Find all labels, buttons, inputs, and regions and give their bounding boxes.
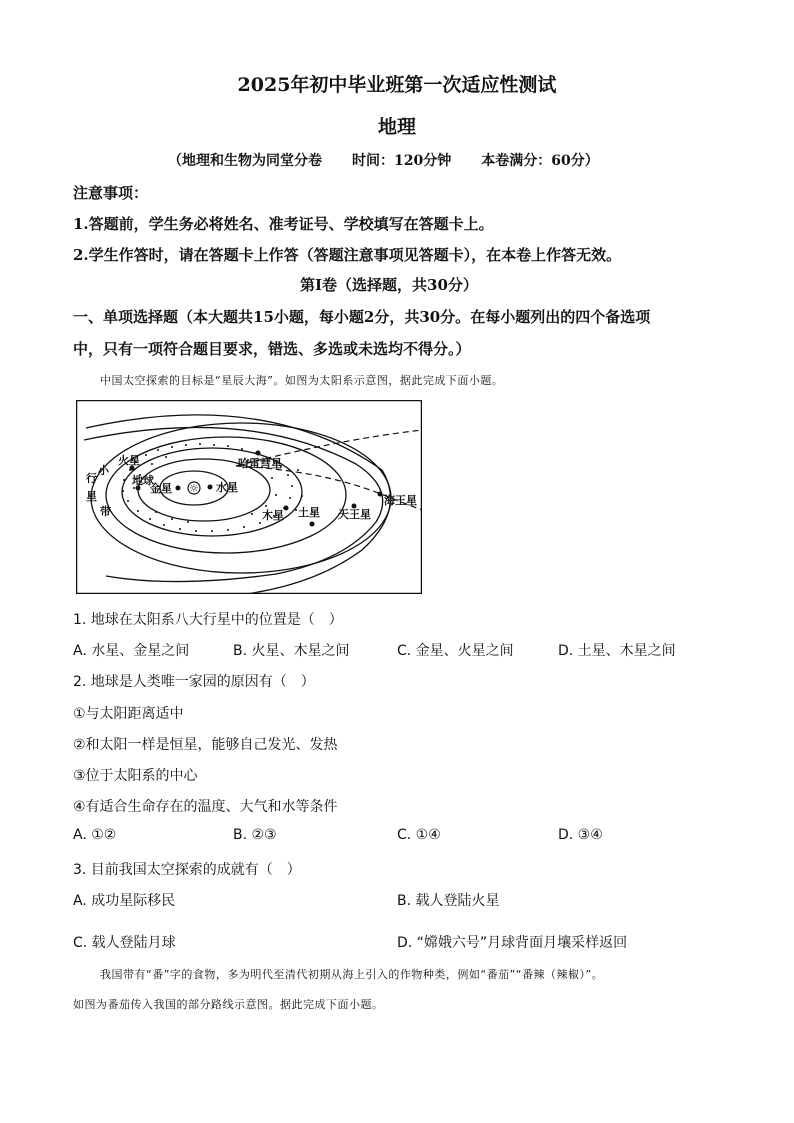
notice-item-1: 1.答题前，学生务必将姓名、准考证号、学校填写在答题卡上。: [73, 215, 494, 233]
exam-title: 2025年初中毕业班第一次适应性测试: [237, 74, 557, 96]
question-2-option-c: C. ①④: [397, 827, 441, 843]
question-1-option-b: B. 火星、木星之间: [233, 643, 350, 659]
section-heading: 第Ⅰ卷（选择题，共30分）: [300, 276, 478, 294]
label-venus: 金星: [150, 482, 172, 495]
label-asteroid-4: 带: [100, 505, 111, 518]
question-1-option-c: C. 金星、火星之间: [397, 643, 514, 659]
solar-system-diagram: [76, 400, 422, 594]
exam-score: 本卷满分：60分）: [481, 153, 599, 169]
notice-heading: 注意事项：: [73, 184, 149, 202]
label-asteroid-2: 行: [86, 472, 97, 485]
notice-item-2: 2.学生作答时，请在答题卡上作答（答题注意事项见答题卡），在本卷上作答无效。: [73, 246, 622, 264]
label-comet: 哈雷彗星: [238, 457, 282, 470]
section-instruction-line1: 一、单项选择题（本大题共15小题，每小题2分，共30分。在每小题列出的四个备选项: [73, 308, 651, 326]
label-mercury: 水星: [216, 481, 238, 494]
question-3-option-a: A. 成功星际移民: [73, 893, 176, 909]
question-2-stem: 2. 地球是人类唯一家园的原因有（ ）: [73, 674, 315, 690]
label-earth: 地球: [132, 474, 154, 487]
question-1-option-a: A. 水星、金星之间: [73, 643, 190, 659]
sun-symbol: ☼: [189, 482, 199, 495]
question-2-statement-3: ③位于太阳系的中心: [73, 768, 198, 784]
label-asteroid-1: 小: [98, 464, 109, 477]
label-jupiter: 木星: [262, 509, 284, 522]
label-mars: 火星: [118, 454, 140, 467]
label-uranus: 天王星: [338, 508, 371, 521]
question-2-statement-4: ④有适合生命存在的温度、大气和水等条件: [73, 799, 338, 815]
passage-1: 中国太空探索的目标是“星辰大海”。如图为太阳系示意图，据此完成下面小题。: [100, 374, 504, 387]
question-2-statement-1: ①与太阳距离适中: [73, 706, 184, 722]
passage-2-line2: 如图为番茄传入我国的部分路线示意图。据此完成下面小题。: [73, 998, 384, 1011]
section-instruction-line2: 中，只有一项符合题目要求，错选、多选或未选均不得分。）: [73, 340, 471, 358]
exam-time: 时间：120分钟: [352, 153, 452, 169]
question-3-stem: 3. 目前我国太空探索的成就有（ ）: [73, 862, 301, 878]
question-3-option-c: C. 载人登陆月球: [73, 935, 176, 951]
question-3-option-b: B. 载人登陆火星: [397, 893, 500, 909]
question-2-statement-2: ②和太阳一样是恒星，能够自己发光、发热: [73, 737, 338, 753]
subject-title: 地理: [377, 116, 416, 138]
label-saturn: 土星: [298, 506, 320, 519]
question-2-option-a: A. ①②: [73, 827, 117, 843]
passage-2-line1: 我国带有“番”字的食物，多为明代至清代初期从海上引入的作物种类，例如“番茄”“番辣（辣椒）”。: [100, 968, 604, 981]
question-1-option-d: D. 土星、木星之间: [558, 643, 676, 659]
label-neptune: 海王星: [384, 494, 417, 507]
question-1-stem: 1. 地球在太阳系八大行星中的位置是（ ）: [73, 612, 343, 628]
question-2-option-b: B. ②③: [233, 827, 277, 843]
exam-scope: （地理和生物为同堂分卷: [168, 153, 322, 169]
question-2-option-d: D. ③④: [558, 827, 603, 843]
exam-info: [168, 150, 599, 170]
label-asteroid-3: 星: [86, 490, 97, 503]
question-3-option-d: D. “嫦娥六号”月球背面月壤采样返回: [397, 935, 628, 951]
